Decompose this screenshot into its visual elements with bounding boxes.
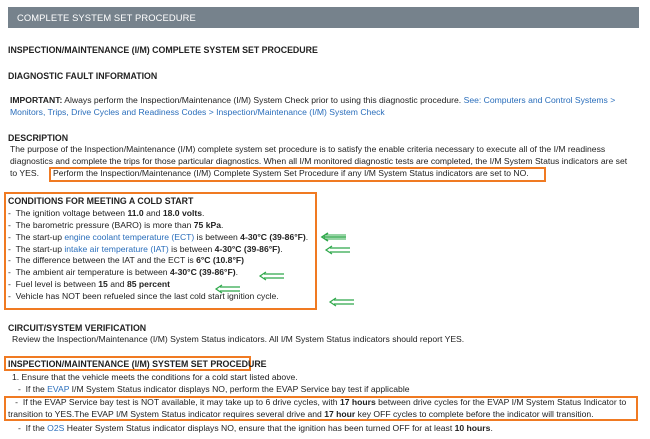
list-item: - The difference between the IAT and the ECT is 6°C (10.8°F)	[8, 255, 245, 266]
section-heading-circuit: CIRCUIT/SYSTEM VERIFICATION	[8, 323, 147, 333]
arrow-icon	[212, 284, 242, 294]
page-heading: INSPECTION/MAINTENANCE (I/M) COMPLETE SYSTEM SET PROCEDURE	[8, 45, 318, 55]
evap-link[interactable]: EVAP	[47, 384, 70, 394]
conditions-list	[8, 208, 308, 303]
ect-link[interactable]: engine coolant temperature (ECT)	[64, 231, 195, 242]
circuit-text: Review the Inspection/Maintenance (I/M) System Status indicators. All I/M System Status indicators should report YES.	[12, 334, 465, 344]
list-item: - Fuel level is between 15 and 85 percent	[8, 279, 170, 290]
important-note	[10, 95, 635, 119]
important-text: Always perform the Inspection/Maintenance (I/M) System Check prior to using this diagnostic procedure.	[62, 95, 464, 105]
procedure-substep-evap: - If the EVAP Service bay test is NOT available, it may take up to 6 drive cycles, with 17 hours between drive cycles for the EVAP I/M System Status Indicator to transition to YES.The EVAP I/M System Status indicator requires several drive and 17 hour key OFF cycles to complete before the indicator will transition.	[8, 397, 627, 419]
title-bar: COMPLETE SYSTEM SET PROCEDURE	[8, 7, 639, 28]
section-heading-dfi: DIAGNOSTIC FAULT INFORMATION	[8, 71, 158, 81]
list-item: - The barometric pressure (BARO) is more than 75 kPa.	[8, 219, 224, 230]
section-heading-conditions: CONDITIONS FOR MEETING A COLD START	[8, 196, 194, 206]
procedure-substep: - If the EVAP I/M System Status indicator displays NO, perform the EVAP Service bay test if applicable	[18, 384, 410, 394]
important-link[interactable]: See: Computers and Control Systems > Monitors, Trips, Drive Cycles and Readiness Codes > Inspection/Maintenance (I/M) System Check	[10, 95, 616, 117]
list-item: - Vehicle has NOT been refueled since the last cold start ignition cycle.	[8, 291, 279, 302]
o2s-link[interactable]: O2S	[47, 423, 65, 433]
list-item: - The start-up engine coolant temperature (ECT) is between 4-30°C (39-86°F).	[8, 231, 309, 242]
arrow-icon	[322, 245, 352, 255]
procedure-step-1: 1. Ensure that the vehicle meets the conditions for a cold start listed above.	[12, 372, 298, 382]
description-body: The purpose of the Inspection/Maintenance (I/M) complete system set procedure is to satisfy the enable criteria necessary to execute all of the I/M readiness diagnostics and complete the trips for those particular diagnostics. When all I/M monitored diagnostic tests are completed, the I/M System Status indicators are set to YES.	[10, 144, 628, 178]
list-item: - The ambient air temperature is between 4-30°C (39-86°F).	[8, 267, 238, 278]
important-label: IMPORTANT:	[10, 95, 63, 105]
list-item: - The ignition voltage between 11.0 and 18.0 volts.	[8, 208, 205, 218]
procedure-substep-o2s: - If the O2S Heater System Status indicator displays NO, ensure that the ignition has been turned OFF for at least 10 hours.	[18, 423, 493, 433]
section-heading-procedure: INSPECTION/MAINTENANCE (I/M) SYSTEM SET PROCEDURE	[8, 359, 267, 369]
description-highlight: Perform the Inspection/Maintenance (I/M) Complete System Set Procedure if any I/M System Status indicators are set to NO.	[53, 168, 529, 178]
list-item: - The start-up intake air temperature (IAT) is between 4-30°C (39-86°F).	[8, 243, 283, 254]
section-heading-description: DESCRIPTION	[8, 133, 69, 143]
arrow-icon	[256, 271, 286, 281]
arrow-icon	[318, 232, 348, 242]
iat-link[interactable]: intake air temperature (IAT)	[64, 243, 169, 254]
arrow-icon	[326, 297, 356, 307]
